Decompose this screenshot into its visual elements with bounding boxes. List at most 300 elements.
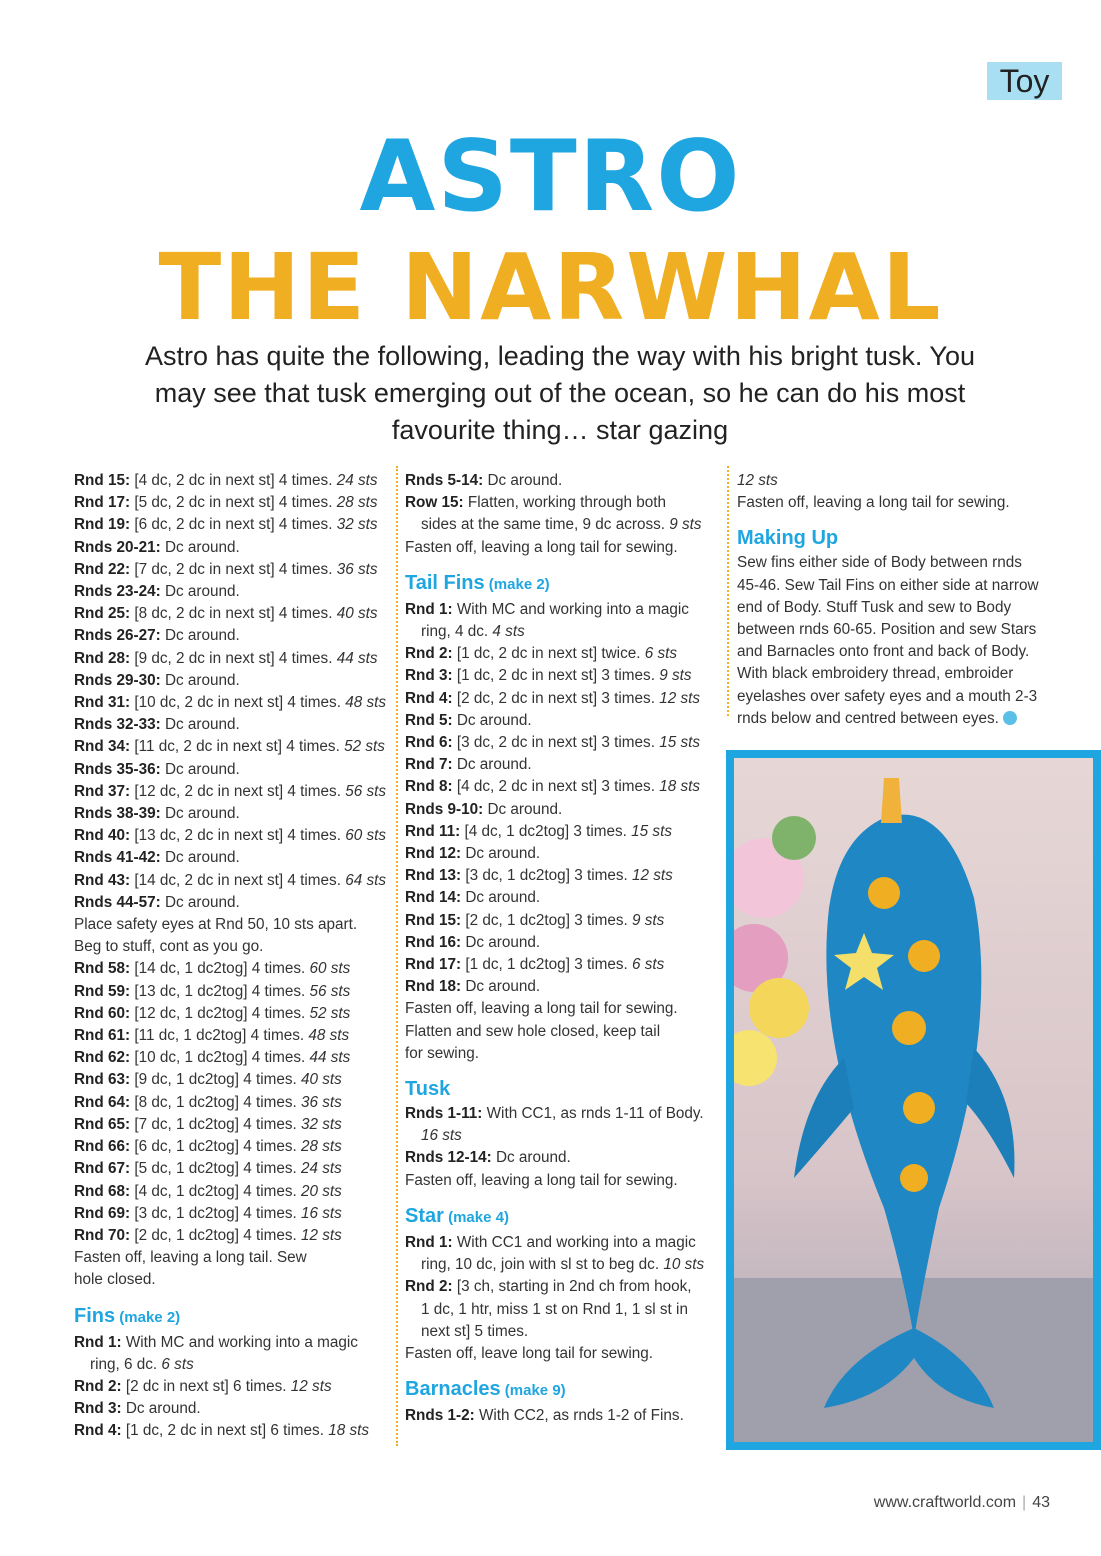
pattern-line — [737, 597, 1057, 619]
pattern-line — [405, 1405, 720, 1427]
section-heading — [405, 569, 720, 599]
instruction-text: [4 dc, 1 dc2tog] 3 times. — [460, 822, 632, 840]
section-heading-title: Making Up — [737, 527, 839, 550]
instruction-text: Dc around. — [160, 893, 240, 911]
pattern-line — [74, 1203, 389, 1225]
stitch-count: 64 sts — [345, 871, 387, 889]
instruction-text: [3 dc, 1 dc2tog] 4 times. — [130, 1204, 301, 1222]
round-label: Rnd 2: — [405, 1278, 453, 1296]
pattern-line — [405, 1254, 720, 1276]
instruction-text: Fasten off, leave long tail for sewing. — [405, 1344, 654, 1362]
instruction-text: Dc around. — [160, 671, 240, 689]
round-label: Rnd 3: — [74, 1400, 122, 1418]
pattern-line — [405, 754, 720, 776]
instruction-text: [3 dc, 2 dc in next st] 3 times. — [452, 734, 660, 752]
pattern-line — [737, 575, 1057, 597]
pattern-line — [74, 1354, 389, 1376]
stitch-count: 56 sts — [345, 782, 387, 800]
stitch-count: 12 sts — [301, 1226, 342, 1244]
pattern-line — [74, 625, 389, 647]
pattern-line — [74, 1420, 389, 1442]
instruction-text: hole closed. — [74, 1271, 156, 1289]
instruction-text: Fasten off, leaving a long tail. Sew — [74, 1249, 307, 1267]
round-label: Rnds 9-10: — [405, 800, 484, 818]
instruction-text: With MC and working into a magic — [121, 1333, 358, 1351]
pattern-line — [405, 537, 720, 559]
round-label: Rnd 58: — [74, 960, 131, 978]
pattern-line — [74, 736, 389, 758]
round-label: Rnd 7: — [405, 756, 453, 774]
pattern-line — [74, 514, 389, 536]
instruction-text: Flatten, working through both — [463, 494, 667, 512]
round-label: Rnds 38-39: — [74, 805, 161, 823]
pattern-line — [74, 1398, 389, 1420]
page-number: 43 — [1032, 1494, 1050, 1511]
pattern-line — [405, 1170, 720, 1192]
round-label: Rnd 40: — [74, 827, 131, 845]
round-label: Rnds 12-14: — [405, 1149, 492, 1167]
intro-text: Astro has quite the following, leading the way with his bright tusk. You may see that tusk emerging out of the ocean, so he can do his most favourite thing… star gazing — [145, 341, 975, 445]
section-heading — [405, 1375, 720, 1405]
instruction-text: [8 dc, 2 dc in next st] 4 times. — [130, 605, 337, 623]
round-label: Rnd 60: — [74, 1004, 131, 1022]
round-label: Rnds 5-14: — [405, 472, 484, 489]
pattern-line — [405, 710, 720, 732]
instruction-text: Dc around. — [160, 716, 240, 734]
pattern-line — [74, 1069, 389, 1091]
pattern-line — [74, 1376, 389, 1398]
instruction-text: Dc around. — [491, 1149, 571, 1167]
instruction-text: [1 dc, 2 dc in next st] 3 times. — [452, 667, 660, 685]
round-label: Rnd 4: — [405, 689, 453, 707]
pattern-line — [74, 559, 389, 581]
pattern-line — [74, 1092, 389, 1114]
instruction-text: [4 dc, 1 dc2tog] 4 times. — [130, 1182, 301, 1200]
pattern-line — [405, 1147, 720, 1169]
pattern-line — [737, 686, 1057, 708]
stitch-count: 32 sts — [301, 1115, 342, 1133]
pattern-line — [405, 1299, 720, 1321]
instruction-text: [13 dc, 2 dc in next st] 4 times. — [130, 827, 346, 845]
round-label: Rnd 64: — [74, 1093, 131, 1111]
stitch-count: 44 sts — [309, 1049, 351, 1067]
round-label: Rnd 17: — [405, 956, 462, 974]
pattern-line — [74, 981, 389, 1003]
instruction-text: [12 dc, 2 dc in next st] 4 times. — [130, 782, 346, 800]
instruction-text: rnds below and centred between eyes. — [737, 709, 999, 727]
section-heading — [737, 524, 1057, 552]
instruction-text: Dc around. — [461, 933, 541, 951]
round-label: Rnd 63: — [74, 1071, 131, 1089]
instruction-text: [14 dc, 2 dc in next st] 4 times. — [130, 871, 346, 889]
instruction-text: eyelashes over safety eyes and a mouth 2-3 — [737, 687, 1038, 705]
pattern-line — [74, 670, 389, 692]
pattern-line — [405, 776, 720, 798]
pattern-line — [74, 581, 389, 603]
instruction-text: [1 dc, 1 dc2tog] 3 times. — [461, 956, 632, 974]
instruction-text: Dc around. — [160, 805, 240, 823]
pattern-line — [74, 958, 389, 980]
instruction-text: Sew fins either side of Body between rnds — [737, 554, 1022, 572]
pattern-line — [405, 514, 720, 536]
round-label: Rnd 2: — [405, 645, 453, 663]
stitch-count: 4 sts — [492, 623, 525, 641]
round-label: Rnd 14: — [405, 889, 462, 907]
instruction-text: Dc around. — [160, 760, 240, 778]
pattern-line — [405, 887, 720, 909]
round-label: Rnd 61: — [74, 1027, 131, 1045]
pattern-line — [737, 470, 1057, 492]
pattern-line — [405, 799, 720, 821]
section-heading-title: Star — [405, 1204, 444, 1227]
round-label: Rnd 62: — [74, 1049, 131, 1067]
pattern-line — [737, 708, 1057, 730]
section-heading — [405, 1202, 720, 1232]
narwhal-photo — [726, 750, 1101, 1450]
round-label: Rnd 5: — [405, 711, 453, 729]
instruction-text: 1 dc, 1 htr, miss 1 st on Rnd 1, 1 sl st in — [421, 1300, 688, 1318]
stitch-count: 18 sts — [659, 778, 701, 796]
stitch-count: 48 sts — [345, 694, 387, 712]
round-label: Rnd 3: — [405, 667, 453, 685]
round-label: Rnd 34: — [74, 738, 131, 756]
instruction-text: ring, 4 dc. — [421, 623, 493, 641]
round-label: Rnd 15: — [74, 472, 131, 489]
instruction-text: [5 dc, 2 dc in next st] 4 times. — [130, 494, 337, 512]
round-label: Rnd 17: — [74, 494, 131, 512]
instruction-text: [1 dc, 2 dc in next st] 6 times. — [121, 1422, 329, 1440]
instruction-text: [2 dc, 1 dc2tog] 4 times. — [130, 1226, 301, 1244]
stitch-count: 12 sts — [632, 867, 673, 885]
stitch-count: 52 sts — [344, 738, 385, 756]
pattern-line — [737, 492, 1057, 514]
round-label: Row 15: — [405, 494, 464, 512]
stitch-count: 60 sts — [309, 960, 351, 978]
instruction-text: Dc around. — [452, 711, 532, 729]
stitch-count: 12 sts — [737, 472, 778, 489]
instruction-text: [8 dc, 1 dc2tog] 4 times. — [130, 1093, 301, 1111]
instruction-text: [9 dc, 1 dc2tog] 4 times. — [130, 1071, 301, 1089]
round-label: Rnds 1-11: — [405, 1105, 483, 1123]
instruction-text: Fasten off, leaving a long tail for sewing. — [405, 538, 678, 556]
round-label: Rnds 1-2: — [405, 1407, 475, 1425]
instruction-text: Fasten off, leaving a long tail for sewing. — [405, 1000, 678, 1018]
pattern-line — [74, 470, 389, 492]
stitch-count: 12 sts — [290, 1377, 332, 1395]
pattern-line — [405, 470, 720, 492]
instruction-text: [4 dc, 2 dc in next st] 3 times. — [452, 778, 660, 796]
title-line-2: THE NARWHAL — [158, 234, 943, 341]
pattern-line — [74, 1114, 389, 1136]
round-label: Rnd 13: — [405, 867, 462, 885]
pattern-line — [405, 665, 720, 687]
stitch-count: 40 sts — [301, 1071, 342, 1089]
instruction-text: Dc around. — [461, 978, 541, 996]
stitch-count: 24 sts — [336, 472, 378, 489]
section-heading-title: Tusk — [405, 1078, 451, 1101]
pattern-line — [405, 910, 720, 932]
round-label: Rnd 70: — [74, 1226, 131, 1244]
pattern-column-1 — [74, 470, 389, 1443]
stitch-count: 36 sts — [301, 1093, 342, 1111]
category-tag: Toy — [987, 62, 1062, 100]
pattern-line — [405, 1232, 720, 1254]
stitch-count: 10 sts — [663, 1256, 705, 1274]
round-label: Rnd 25: — [74, 605, 131, 623]
pattern-line — [74, 914, 389, 936]
instruction-text: ring, 6 dc. — [90, 1355, 162, 1373]
instruction-text: Dc around. — [160, 627, 240, 645]
stitch-count: 16 sts — [421, 1127, 462, 1145]
pattern-line — [405, 821, 720, 843]
round-label: Rnd 12: — [405, 845, 462, 863]
instruction-text: [3 ch, starting in 2nd ch from hook, — [452, 1278, 692, 1296]
instruction-text: and Barnacles onto front and back of Body. — [737, 643, 1030, 661]
instruction-text: [2 dc, 1 dc2tog] 3 times. — [461, 911, 632, 929]
pattern-line — [405, 1103, 720, 1125]
instruction-text: Dc around. — [461, 845, 541, 863]
instruction-text: [5 dc, 1 dc2tog] 4 times. — [130, 1160, 301, 1178]
instruction-text: With black embroidery thread, embroider — [737, 665, 1014, 683]
stitch-count: 15 sts — [659, 734, 701, 752]
pattern-line — [74, 803, 389, 825]
pattern-line — [74, 870, 389, 892]
pattern-line — [74, 1247, 389, 1269]
pattern-line — [74, 1047, 389, 1069]
round-label: Rnd 6: — [405, 734, 453, 752]
pattern-line — [74, 892, 389, 914]
round-label: Rnd 4: — [74, 1422, 122, 1440]
instruction-text: Dc around. — [461, 889, 541, 907]
stitch-count: 28 sts — [336, 494, 378, 512]
pattern-line — [405, 1043, 720, 1065]
round-label: Rnd 68: — [74, 1182, 131, 1200]
round-label: Rnd 16: — [405, 933, 462, 951]
stitch-count: 24 sts — [301, 1160, 342, 1178]
stitch-count: 40 sts — [336, 605, 378, 623]
pattern-line — [405, 1321, 720, 1343]
column-divider — [396, 466, 398, 1446]
round-label: Rnd 66: — [74, 1138, 131, 1156]
pattern-line — [405, 998, 720, 1020]
stitch-count: 12 sts — [659, 689, 701, 707]
instruction-text: [10 dc, 1 dc2tog] 4 times. — [130, 1049, 310, 1067]
stitch-count: 9 sts — [669, 516, 702, 534]
instruction-text: end of Body. Stuff Tusk and sew to Body — [737, 598, 1012, 616]
round-label: Rnds 35-36: — [74, 760, 161, 778]
instruction-text: With CC2, as rnds 1-2 of Fins. — [474, 1407, 684, 1425]
stitch-count: 6 sts — [644, 645, 678, 663]
pattern-line — [405, 643, 720, 665]
stitch-count: 32 sts — [336, 516, 378, 534]
round-label: Rnd 67: — [74, 1160, 131, 1178]
narwhal-illustration — [734, 758, 1093, 1442]
instruction-text: [13 dc, 1 dc2tog] 4 times. — [130, 982, 310, 1000]
instruction-text: Beg to stuff, cont as you go. — [74, 938, 264, 956]
round-label: Rnd 28: — [74, 649, 131, 667]
round-label: Rnd 1: — [405, 1233, 453, 1251]
stitch-count: 18 sts — [328, 1422, 370, 1440]
instruction-text: next st] 5 times. — [421, 1322, 529, 1340]
pattern-line — [737, 663, 1057, 685]
pattern-line — [74, 714, 389, 736]
pattern-line — [74, 492, 389, 514]
stitch-count: 20 sts — [301, 1182, 342, 1200]
stitch-count: 60 sts — [345, 827, 387, 845]
section-heading-count: (make 4) — [443, 1208, 509, 1226]
instruction-text: [2 dc in next st] 6 times. — [121, 1377, 291, 1395]
instruction-text: Fasten off, leaving a long tail for sewing. — [405, 1171, 678, 1189]
title-line-1: ASTRO — [359, 120, 742, 234]
pattern-line — [405, 599, 720, 621]
section-heading-count: (make 2) — [484, 575, 550, 593]
column-divider — [727, 466, 729, 716]
stitch-count: 44 sts — [336, 649, 378, 667]
pattern-line — [405, 976, 720, 998]
instruction-text: [11 dc, 2 dc in next st] 4 times. — [130, 738, 345, 756]
stitch-count: 9 sts — [659, 667, 692, 685]
pattern-line — [405, 932, 720, 954]
round-label: Rnd 8: — [405, 778, 453, 796]
pattern-line — [74, 648, 389, 670]
round-label: Rnd 18: — [405, 978, 462, 996]
section-heading-count: (make 2) — [115, 1308, 181, 1326]
instruction-text: Dc around. — [452, 756, 532, 774]
page-footer — [760, 1494, 1050, 1512]
instruction-text: sides at the same time, 9 dc across. — [421, 516, 670, 534]
pattern-line — [74, 1025, 389, 1047]
pattern-column-2 — [405, 470, 720, 1427]
instruction-text: [3 dc, 1 dc2tog] 3 times. — [461, 867, 632, 885]
pattern-line — [74, 1332, 389, 1354]
round-label: Rnd 43: — [74, 871, 131, 889]
round-label: Rnd 22: — [74, 560, 131, 578]
round-label: Rnds 44-57: — [74, 893, 161, 911]
section-heading-title: Fins — [74, 1304, 116, 1327]
instruction-text: Dc around. — [121, 1400, 201, 1418]
instruction-text: 45-46. Sew Tail Fins on either side at narrow — [737, 576, 1039, 594]
pattern-line — [405, 1021, 720, 1043]
pattern-line — [74, 1136, 389, 1158]
pattern-line — [74, 537, 389, 559]
instruction-text: [7 dc, 1 dc2tog] 4 times. — [130, 1115, 301, 1133]
section-heading-title: Barnacles — [405, 1378, 501, 1401]
pattern-line — [74, 603, 389, 625]
pattern-line — [74, 781, 389, 803]
instruction-text: [6 dc, 2 dc in next st] 4 times. — [130, 516, 337, 534]
pattern-line — [405, 954, 720, 976]
instruction-text: Dc around. — [160, 849, 240, 867]
instruction-text: Flatten and sew hole closed, keep tail — [405, 1022, 661, 1040]
round-label: Rnd 1: — [405, 600, 453, 618]
instruction-text: [4 dc, 2 dc in next st] 4 times. — [130, 472, 337, 489]
instruction-text: for sewing. — [405, 1044, 479, 1062]
instruction-text: Fasten off, leaving a long tail for sewing. — [737, 494, 1010, 512]
stitch-count: 48 sts — [308, 1027, 350, 1045]
instruction-text: Dc around. — [160, 583, 240, 601]
stitch-count: 56 sts — [309, 982, 351, 1000]
pattern-line — [405, 688, 720, 710]
round-label: Rnd 19: — [74, 516, 131, 534]
footer-separator: | — [1022, 1494, 1027, 1511]
section-heading-count: (make 9) — [500, 1382, 566, 1400]
pattern-line — [737, 619, 1057, 641]
pattern-line — [405, 865, 720, 887]
instruction-text: ring, 10 dc, join with sl st to beg dc. — [421, 1256, 664, 1274]
instruction-text: [7 dc, 2 dc in next st] 4 times. — [130, 560, 337, 578]
pattern-line — [405, 1125, 720, 1147]
round-label: Rnd 2: — [74, 1377, 122, 1395]
pattern-line — [405, 732, 720, 754]
instruction-text: Place safety eyes at Rnd 50, 10 sts apart. — [74, 916, 358, 934]
instruction-text: With CC1, as rnds 1-11 of Body. — [482, 1105, 704, 1123]
section-heading-title: Tail Fins — [405, 571, 485, 594]
round-label: Rnd 31: — [74, 694, 131, 712]
pattern-line — [74, 759, 389, 781]
instruction-text: Dc around. — [160, 538, 240, 556]
pattern-line — [405, 1343, 720, 1365]
instruction-text: With CC1 and working into a magic — [452, 1233, 696, 1251]
pattern-line — [74, 847, 389, 869]
instruction-text: [1 dc, 2 dc in next st] twice. — [452, 645, 645, 663]
pattern-line — [74, 1158, 389, 1180]
round-label: Rnd 15: — [405, 911, 462, 929]
instruction-text: Dc around. — [483, 472, 563, 489]
pattern-line — [74, 936, 389, 958]
instruction-text: Dc around. — [483, 800, 563, 818]
pattern-line — [405, 843, 720, 865]
stitch-count: 15 sts — [631, 822, 672, 840]
round-label: Rnd 1: — [74, 1333, 122, 1351]
yarn-ball-icon — [1003, 711, 1017, 725]
instruction-text: With MC and working into a magic — [452, 600, 689, 618]
pattern-line — [74, 1003, 389, 1025]
stitch-count: 6 sts — [632, 956, 665, 974]
section-heading — [405, 1075, 720, 1103]
instruction-text: [12 dc, 1 dc2tog] 4 times. — [130, 1004, 310, 1022]
pattern-column-3 — [737, 470, 1057, 730]
pattern-line — [405, 621, 720, 643]
round-label: Rnd 65: — [74, 1115, 131, 1133]
instruction-text: between rnds 60-65. Position and sew Stars — [737, 621, 1037, 639]
instruction-text: [10 dc, 2 dc in next st] 4 times. — [130, 694, 346, 712]
instruction-text: [14 dc, 1 dc2tog] 4 times. — [130, 960, 310, 978]
round-label: Rnd 59: — [74, 982, 131, 1000]
instruction-text: [9 dc, 2 dc in next st] 4 times. — [130, 649, 337, 667]
pattern-line — [74, 1225, 389, 1247]
stitch-count: 16 sts — [301, 1204, 342, 1222]
instruction-text: [6 dc, 1 dc2tog] 4 times. — [130, 1138, 301, 1156]
round-label: Rnds 29-30: — [74, 671, 161, 689]
stitch-count: 36 sts — [336, 560, 378, 578]
pattern-line — [737, 552, 1057, 574]
stitch-count: 6 sts — [161, 1355, 194, 1373]
round-label: Rnds 26-27: — [74, 627, 161, 645]
stitch-count: 52 sts — [309, 1004, 351, 1022]
round-label: Rnds 23-24: — [74, 583, 161, 601]
pattern-line — [74, 1181, 389, 1203]
stitch-count: 28 sts — [301, 1138, 342, 1156]
pattern-line — [405, 492, 720, 514]
round-label: Rnds 20-21: — [74, 538, 161, 556]
section-heading — [74, 1302, 389, 1332]
pattern-line — [74, 825, 389, 847]
pattern-line — [74, 692, 389, 714]
pattern-line — [74, 1269, 389, 1291]
round-label: Rnd 37: — [74, 782, 131, 800]
instruction-text: [11 dc, 1 dc2tog] 4 times. — [130, 1027, 309, 1045]
footer-url: www.craftworld.com — [873, 1494, 1017, 1511]
